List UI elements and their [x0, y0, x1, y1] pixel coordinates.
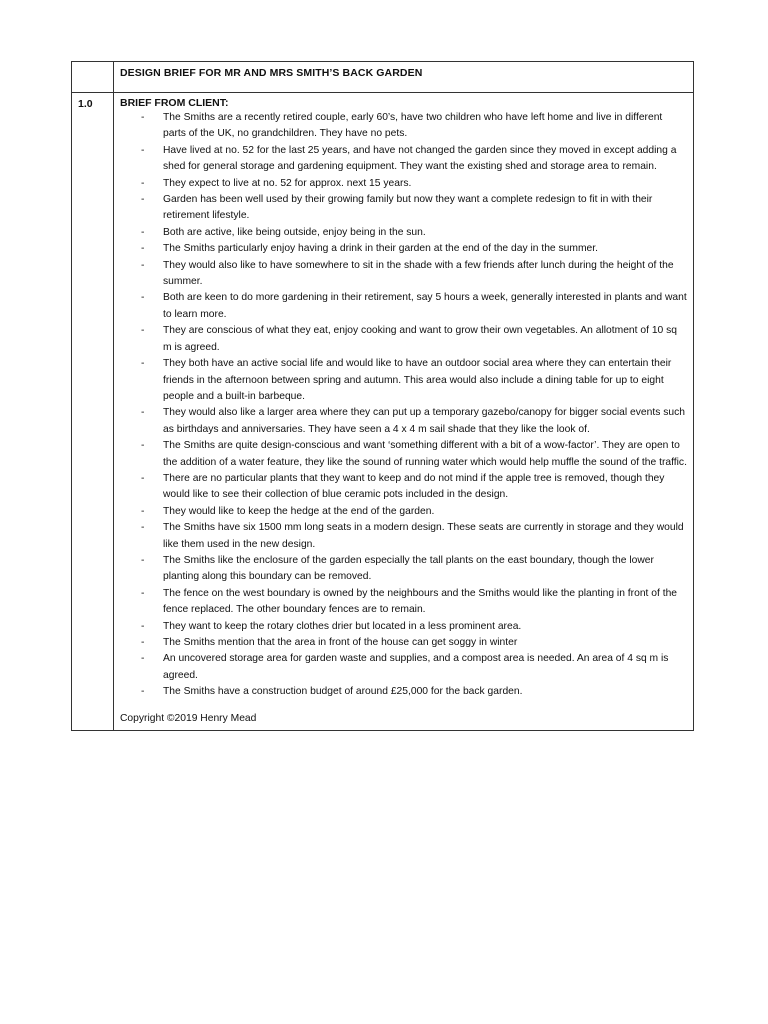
list-item — [120, 504, 687, 520]
list-item — [120, 438, 687, 471]
list-item-text: The Smiths have a construction budget of around £25,000 for the back garden. — [163, 686, 523, 698]
bullet-dash: - — [141, 620, 145, 632]
section-row — [72, 93, 694, 731]
table-header-row — [72, 62, 694, 93]
bullet-dash: - — [141, 554, 145, 566]
section-heading: BRIEF FROM CLIENT: — [120, 97, 229, 109]
list-item — [120, 405, 687, 438]
list-item-text: There are no particular plants that they want to keep and do not mind if the apple tree is removed, though they would like to see their collection of blue ceramic pots included in the design. — [163, 472, 665, 501]
brief-bullet-list — [120, 110, 687, 701]
list-item — [120, 553, 687, 586]
list-item-text: Garden has been well used by their growing family but now they want a complete redesign to fit in with their retirement lifestyle. — [163, 194, 653, 222]
bullet-dash: - — [141, 637, 145, 648]
bullet-dash: - — [141, 686, 145, 698]
bullet-dash: - — [141, 112, 145, 123]
bullet-dash: - — [141, 440, 145, 452]
bullet-dash: - — [141, 194, 145, 206]
bullet-dash: - — [141, 243, 145, 255]
list-item-text: The Smiths like the enclosure of the garden especially the tall plants on the east boundary, though the lower planting along this boundary can be removed. — [163, 554, 654, 583]
list-item-text: The Smiths particularly enjoy having a drink in their garden at the end of the day in the summer. — [163, 243, 598, 255]
list-item-text: They would also like to have somewhere to sit in the shade with a few friends after lunch during the height of the summer. — [163, 259, 674, 288]
bullet-dash: - — [141, 522, 145, 534]
list-item-text: Both are keen to do more gardening in their retirement, say 5 hours a week, generally interested in plants and want to learn more. — [163, 292, 687, 320]
header-title-cell — [114, 62, 694, 93]
list-item — [120, 176, 687, 192]
bullet-dash: - — [141, 259, 145, 271]
section-number: 1.0 — [78, 98, 93, 110]
bullet-dash: - — [141, 653, 145, 665]
list-item-text: They both have an active social life and would like to have an outdoor social area where they can entertain their friends in the afternoon between spring and autumn. This area would also include a dining table for up to eight people and a built-in barbeque. — [163, 358, 672, 402]
list-item-text: An uncovered storage area for garden waste and supplies, and a compost area is needed. An area of 4 sq m is agreed. — [163, 653, 669, 681]
copyright-notice: Copyright ©2019 Henry Mead — [120, 712, 257, 724]
bullet-dash: - — [141, 177, 145, 189]
list-item-text: They would like to keep the hedge at the end of the garden. — [163, 505, 435, 517]
list-item-text: They expect to live at no. 52 for approx. next 15 years. — [163, 177, 412, 189]
list-item-text: They are conscious of what they eat, enjoy cooking and want to grow their own vegetables. An allotment of 10 sq m is agreed. — [163, 325, 678, 353]
bullet-dash: - — [141, 587, 145, 599]
list-item — [120, 290, 687, 323]
list-item — [120, 258, 687, 291]
list-item — [120, 520, 687, 553]
bullet-dash: - — [141, 292, 145, 304]
list-item — [120, 241, 687, 257]
list-item-text: The Smiths have six 1500 mm long seats in a modern design. These seats are currently in storage and they would like them used in the new design. — [163, 522, 684, 550]
list-item — [120, 225, 687, 241]
list-item — [120, 586, 687, 619]
bullet-dash: - — [141, 505, 145, 517]
list-item — [120, 684, 687, 700]
section-number-cell — [72, 93, 114, 731]
document-title: DESIGN BRIEF FOR MR AND MRS SMITH’S BACK GARDEN — [120, 67, 423, 79]
bullet-dash: - — [141, 325, 145, 337]
list-item — [120, 635, 687, 651]
bullet-dash: - — [141, 407, 145, 419]
list-item — [120, 619, 687, 635]
bullet-dash: - — [141, 472, 145, 484]
list-item — [120, 323, 687, 356]
section-body-cell — [114, 93, 694, 731]
bullet-dash: - — [141, 358, 145, 370]
list-item-text: The Smiths are quite design-conscious and want ‘something different with a bit of a wow-factor’. They are open to the addition of a water feature, they like the sound of running water which would help muffle the sound of the traffic. — [163, 440, 687, 468]
list-item — [120, 192, 687, 225]
list-item-text: They would also like a larger area where they can put up a temporary gazebo/canopy for bigger social events such as birthdays and anniversaries. They have seen a 4 x 4 m sail shade that they like the look of. — [163, 407, 686, 435]
list-item-text: The Smiths mention that the area in front of the house can get soggy in winter — [163, 637, 518, 648]
list-item — [120, 471, 687, 504]
list-item — [120, 651, 687, 684]
list-item-text: Have lived at no. 52 for the last 25 years, and have not changed the garden since they moved in except adding a shed for general storage and gardening equipment. They want the existing shed and storage area to remain. — [163, 144, 677, 173]
section-body — [114, 93, 693, 730]
list-item-text: The Smiths are a recently retired couple, early 60’s, have two children who have left home and live in different parts of the UK, no grandchildren. They have no pets. — [163, 112, 663, 140]
list-item-text: Both are active, like being outside, enjoy being in the sun. — [163, 226, 426, 238]
list-item — [120, 143, 687, 176]
list-item — [120, 356, 687, 405]
list-item-text: They want to keep the rotary clothes drier but located in a less prominent area. — [163, 620, 522, 632]
design-brief-table — [71, 61, 694, 731]
list-item-text: The fence on the west boundary is owned by the neighbours and the Smiths would like the planting in front of the fence replaced. The other boundary fences are to remain. — [163, 587, 678, 616]
list-item — [120, 110, 687, 143]
bullet-dash: - — [141, 144, 145, 156]
header-number-cell — [72, 62, 114, 93]
bullet-dash: - — [141, 226, 145, 238]
